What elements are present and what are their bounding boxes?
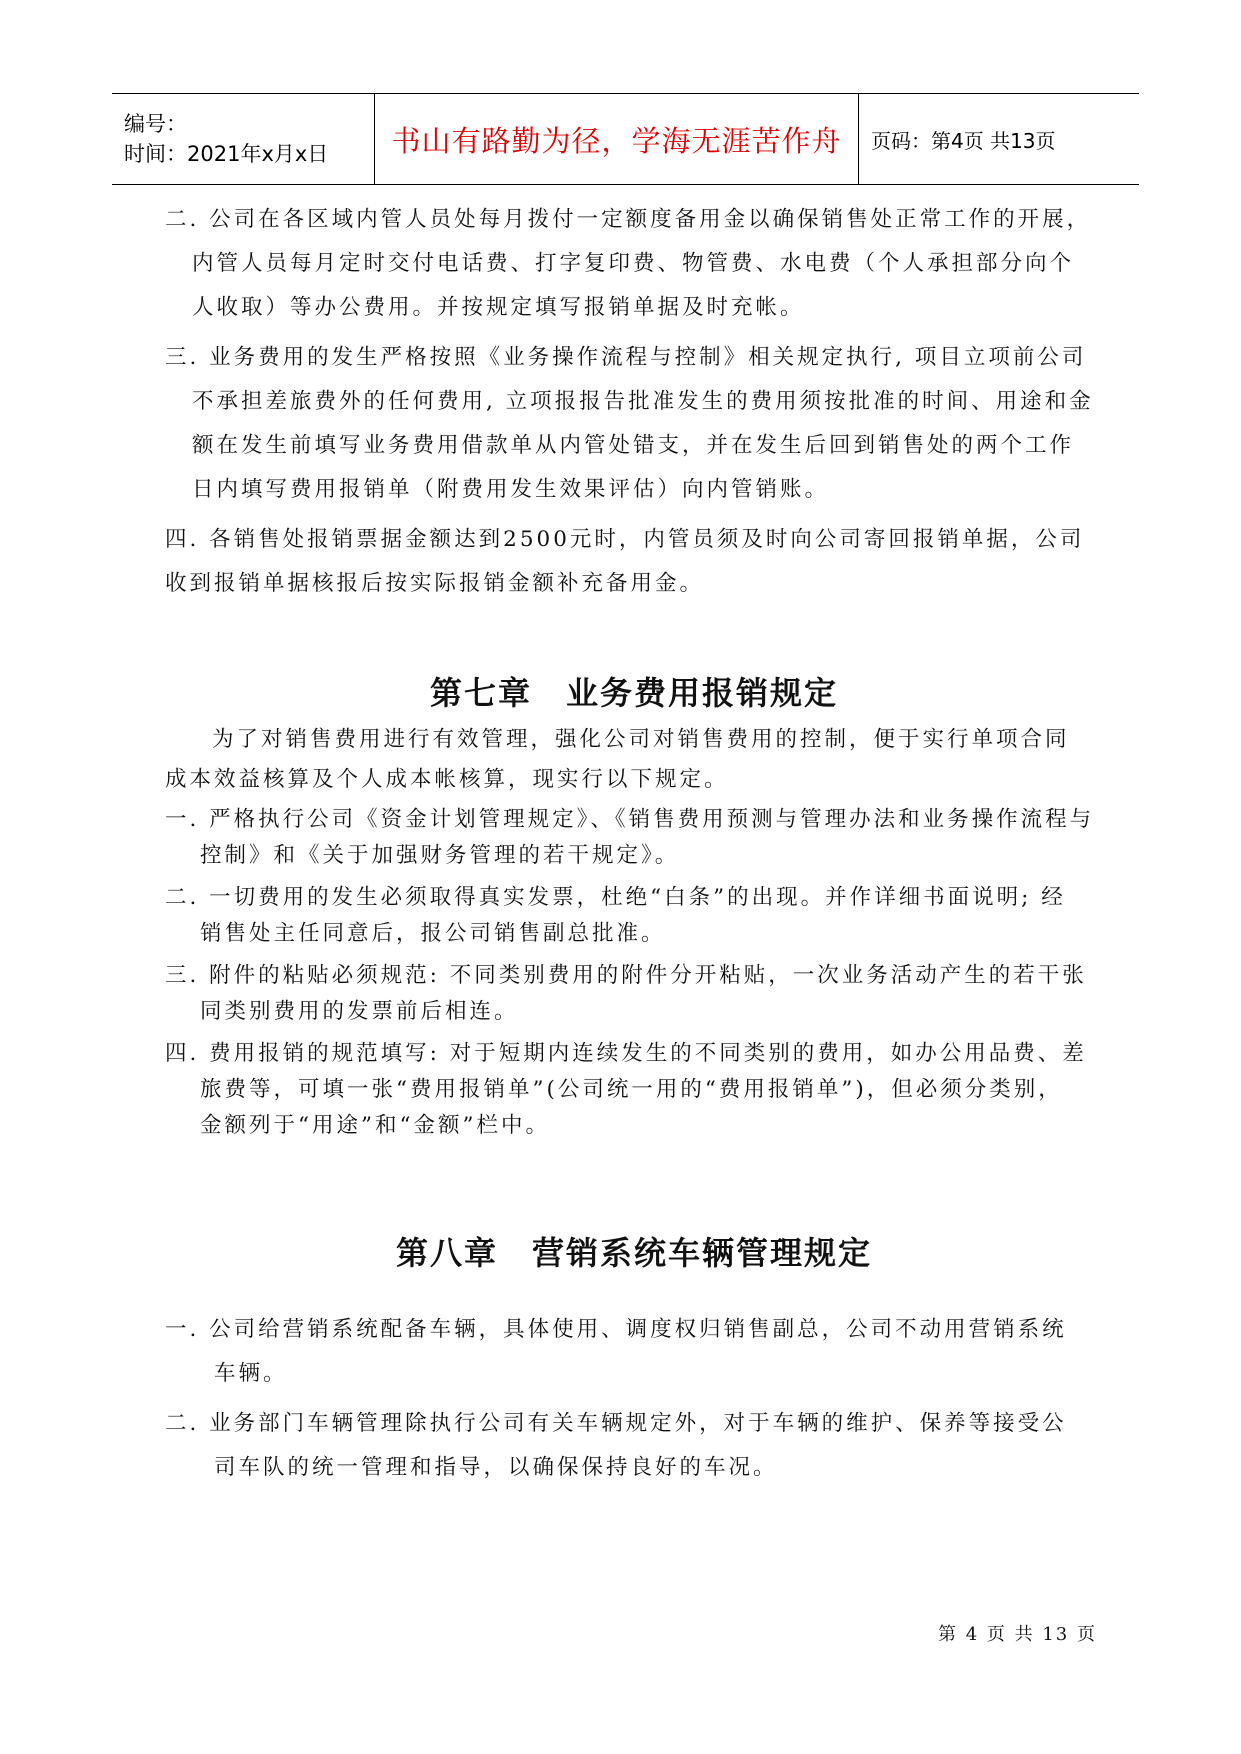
s6-item1-line2: 内管人员每月定时交付电话费、打字复印费、物管费、水电费（个人承担部分向个 <box>192 251 1075 276</box>
s6-item2-line3: 额在发生前填写业务费用借款单从内管处错支，并在发生后回到销售处的两个工作 <box>192 433 1075 458</box>
header-page-info <box>859 94 1139 184</box>
s6-item2-line1: 三. 业务费用的发生严格按照《业务操作流程与控制》相关规定执行, 项目立项前公司 <box>165 345 1087 370</box>
page-footer: 第 4 页 共 13 页 <box>938 1624 1097 1645</box>
ch8-item1-line1: 一. 公司给营销系统配备车辆，具体使用、调度权归销售副总，公司不动用营销系统 <box>165 1317 1067 1342</box>
ch8-item2-line2: 司车队的统一管理和指导，以确保保持良好的车况。 <box>214 1455 778 1480</box>
header-motto <box>374 94 859 184</box>
s6-item1-line1: 二. 公司在各区域内管人员处每月拨付一定额度备用金以确保销售处正常工作的开展， <box>165 207 1092 232</box>
motto-text: 书山有路勤为径，学海无涯苦作舟 <box>391 123 842 158</box>
s6-item3-line2: 收到报销单据核报后按实际报销金额补充备用金。 <box>165 571 705 596</box>
ch7-item3-line1: 三. 附件的粘贴必须规范: 不同类别费用的附件分开粘贴，一次业务活动产生的若干张 <box>165 963 1087 988</box>
header-meta <box>112 94 374 184</box>
document-header <box>112 93 1139 185</box>
ch7-item4-line3: 金额列于“用途”和“金额”栏中。 <box>200 1113 550 1138</box>
ch7-item1-line1: 一. 严格执行公司《资金计划管理规定》、《销售费用预测与管理办法和业务操作流程与 <box>165 807 1095 832</box>
s6-item3-line1: 四. 各销售处报销票据金额达到2500元时，内管员须及时向公司寄回报销单据，公司 <box>165 527 1085 552</box>
ch7-item2-line1: 二. 一切费用的发生必须取得真实发票，杜绝“白条”的出现。并作详细书面说明; 经 <box>165 885 1066 910</box>
s6-item1-line3: 人收取）等办公费用。并按规定填写报销单据及时充帐。 <box>192 295 805 320</box>
serial-label: 编号： <box>124 112 187 136</box>
ch7-item3-line2: 同类别费用的发票前后相连。 <box>200 999 519 1024</box>
ch8-item1-line2: 车辆。 <box>214 1361 288 1386</box>
ch7-intro-line2: 成本效益核算及个人成本帐核算，现实行以下规定。 <box>165 767 729 792</box>
ch7-item4-line2: 旅费等，可填一张“费用报销单”(公司统一用的“费用报销单”)，但必须分类别， <box>200 1077 1063 1102</box>
page-info-text: 页码：第4页 共13页 <box>871 128 1056 153</box>
ch7-intro-line1: 为了对销售费用进行有效管理，强化公司对销售费用的控制，便于实行单项合同 <box>212 727 1070 752</box>
ch8-item2-line1: 二. 业务部门车辆管理除执行公司有关车辆规定外，对于车辆的维护、保养等接受公 <box>165 1411 1067 1436</box>
s6-item2-line4: 日内填写费用报销单（附费用发生效果评估）向内管销账。 <box>192 477 830 502</box>
time-label: 时间：2021年x月x日 <box>124 142 329 166</box>
ch7-item2-line2: 销售处主任同意后，报公司销售副总批准。 <box>200 921 666 946</box>
chapter8-title: 第八章 营销系统车辆管理规定 <box>396 1234 873 1272</box>
s6-item2-line2: 不承担差旅费外的任何费用, 立项报报告批准发生的费用须按批准的时间、用途和金 <box>192 389 1094 414</box>
ch7-item1-line2: 控制》和《关于加强财务管理的若干规定》。 <box>200 843 680 868</box>
chapter7-title: 第七章 业务费用报销规定 <box>430 674 839 712</box>
ch7-item4-line1: 四. 费用报销的规范填写: 对于短期内连续发生的不同类别的费用，如办公用品费、差 <box>165 1041 1087 1066</box>
